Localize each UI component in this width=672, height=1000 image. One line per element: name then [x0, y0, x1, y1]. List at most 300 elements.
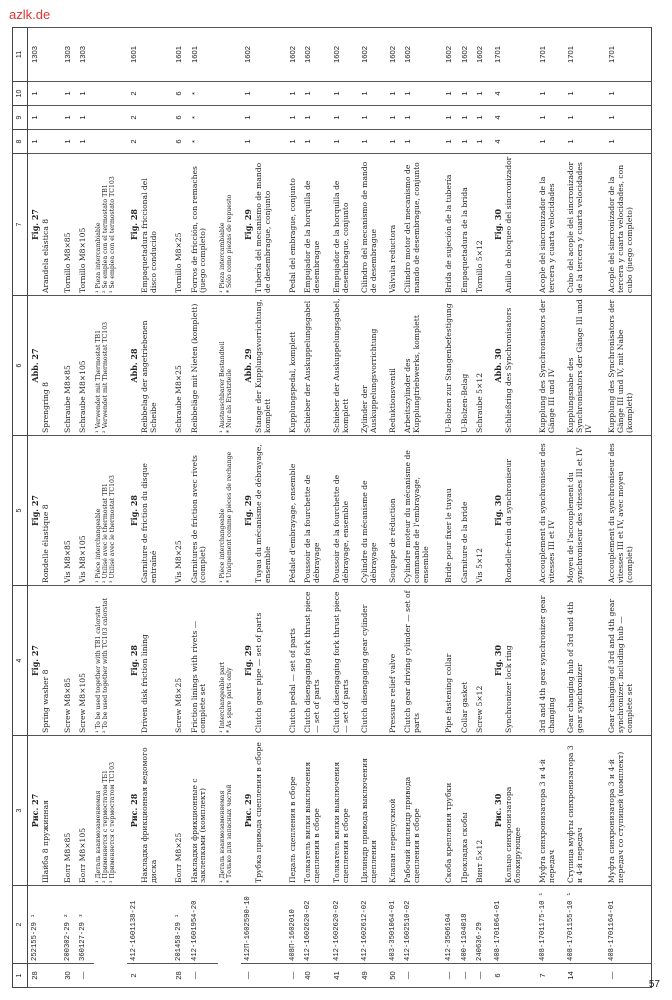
cell-text: Pipe fastening collar — [444, 653, 454, 733]
cell-text: Муфта синхронизатора 3 и 4-й передач — [537, 759, 556, 883]
cell-text: Zylinder der Auskuppelungsvorrichtung — [359, 328, 378, 433]
cell-text: Педаль сцепления в сборе — [287, 776, 297, 883]
table-cell — [288, 736, 304, 886]
table-cell — [332, 736, 360, 886]
table-cell — [127, 130, 174, 154]
cell-text: 6 — [174, 91, 184, 96]
cell-text: Schraube 5×12 — [475, 372, 485, 433]
cell-text: 252155-29 ¹ — [31, 913, 39, 961]
table-cell — [174, 154, 190, 296]
cell-text: Bride pour fixer le tuyau — [444, 488, 454, 583]
cell-text: Garniture de friction du disque entraîné — [140, 463, 159, 583]
footnote-cell — [94, 296, 127, 436]
table-cell — [190, 736, 218, 886]
table-cell — [460, 736, 476, 886]
cell-text: Schieber der Auskuppelungsgabel — [303, 300, 313, 433]
table-cell — [566, 106, 607, 130]
footnote-cell — [94, 154, 127, 296]
cell-text: 1 — [62, 139, 72, 144]
cell-text: Cubo del acople del sincronizador de la tercera y cuarta velocidades — [566, 161, 585, 293]
cell-text: Pressure relief valve — [387, 653, 397, 733]
table-cell — [127, 736, 174, 886]
cell-text: 1 — [78, 115, 88, 120]
column-header: 3 — [13, 736, 28, 886]
cell-text: Screw M8×105 — [78, 673, 88, 733]
cell-text: 1602 — [303, 46, 313, 63]
table-cell — [403, 736, 444, 886]
cell-text: — — [403, 971, 413, 980]
cell-text: 1 — [303, 91, 313, 96]
table-cell — [28, 28, 63, 82]
cell-text: Tornillo M8×25 — [174, 232, 184, 293]
cell-text: Gear changing of 3rd and 4th gear synchronizer, including hub — complete set — [606, 598, 634, 733]
cell-text: Скоба крепления трубки — [444, 782, 454, 883]
table-cell — [303, 296, 331, 436]
cell-text: — — [287, 971, 297, 980]
cell-text: Friction linings with rivets — complete set — [189, 620, 208, 733]
column-header: 2 — [13, 886, 28, 964]
table-cell — [303, 736, 331, 886]
table-cell — [566, 154, 607, 296]
cell-text: 1701 — [606, 46, 616, 63]
cell-text: 1 — [459, 91, 469, 96]
cell-text: Болт М8×85 — [62, 832, 72, 883]
cell-text: Forros de fricción, con remaches (juego completo) — [189, 166, 208, 293]
cell-text: Tornillo M8×85 — [62, 232, 72, 293]
table-cell — [444, 586, 460, 736]
cell-text: 412-1601954-20 — [190, 900, 199, 961]
cell-text: Толкатель вилки выключения сцепления в сборе — [303, 761, 322, 883]
cell-text: 1 — [62, 91, 72, 96]
table-cell — [491, 130, 538, 154]
cell-text: U-Bolzen-Belag — [459, 373, 469, 433]
cell-text: 7 — [537, 973, 547, 978]
footnote: ¹ Verwendet mit Thermostat TB1 — [94, 329, 102, 433]
table-cell — [607, 886, 648, 964]
cell-text: 1303 — [30, 46, 39, 63]
cell-text: — — [475, 971, 485, 980]
cell-text: Arbeitszylinder des Kupplungtriebwerks, komplett — [403, 315, 422, 433]
footnote-row — [94, 28, 127, 988]
cell-text: 1 — [475, 91, 485, 96]
column-header: 1 — [13, 964, 28, 988]
cell-text: Kupplung des Synchronisators der Gänge III und IV — [537, 299, 556, 433]
table-cell — [28, 82, 63, 106]
filler-cell — [648, 154, 652, 296]
column-header-row — [13, 28, 28, 988]
cell-text: Stange der Kupplungsvorrichtung, komplett — [254, 299, 273, 433]
footnote: ³ Применяется с термостатом ТС103 — [108, 761, 116, 883]
table-cell — [444, 106, 460, 130]
table-cell — [566, 130, 607, 154]
cell-text: 1601 — [174, 46, 184, 63]
table-cell — [190, 886, 218, 964]
cell-text: 1 — [403, 139, 413, 144]
table-cell — [607, 436, 648, 586]
cell-text: Clutch gear driving cylinder — set of parts — [403, 590, 422, 733]
table-cell — [460, 436, 476, 586]
table-cell — [360, 82, 388, 106]
filler-cell — [648, 886, 652, 964]
table-cell — [63, 586, 79, 736]
table-cell — [491, 586, 538, 736]
table-cell — [360, 964, 388, 988]
table-cell — [288, 28, 304, 82]
cell-text: Gear changing hub of 3rd and 4th gear synchronizer — [566, 601, 585, 733]
table-cell — [241, 586, 288, 736]
table-cell — [388, 436, 404, 586]
footnote-spacer — [94, 106, 127, 130]
table-cell — [28, 736, 63, 886]
figure-heading: Рис. 28 — [128, 793, 139, 828]
column-header: 11 — [13, 28, 28, 82]
table-cell — [607, 106, 648, 130]
table-cell — [403, 436, 444, 586]
table-cell — [460, 154, 476, 296]
table-cell — [607, 964, 648, 988]
footnote: ¹ Pieza intercambiable — [94, 222, 102, 293]
table-cell — [444, 130, 460, 154]
table-cell — [63, 154, 79, 296]
table-cell — [491, 82, 538, 106]
table-cell — [63, 82, 79, 106]
table-cell — [538, 964, 566, 988]
table-cell — [566, 886, 607, 964]
cell-text: 400-1104018 — [460, 913, 469, 961]
table-cell — [303, 130, 331, 154]
cell-text: 412-1602620-02 — [332, 900, 341, 961]
cell-text: Reduktionsventil — [387, 368, 397, 433]
footnote-cell — [218, 436, 241, 586]
cell-text: 1602 — [444, 46, 454, 63]
table-cell — [78, 586, 94, 736]
cell-text: 1 — [459, 115, 469, 120]
figure-heading: Рис. 30 — [492, 793, 503, 828]
table-cell — [444, 82, 460, 106]
table-cell — [241, 154, 288, 296]
table-cell — [475, 130, 491, 154]
cell-text: 1602 — [331, 46, 341, 63]
cell-text: Driven disk friction lining — [140, 634, 150, 733]
table-cell — [444, 296, 460, 436]
table-row — [288, 28, 304, 988]
table-cell — [174, 736, 190, 886]
footnote: ² Применяется с термостатом ТБ1 — [101, 770, 109, 883]
figure-heading: Fig. 28 — [128, 645, 139, 677]
table-cell — [566, 436, 607, 586]
figure-heading: Fig. 29 — [242, 209, 253, 241]
cell-text: 412П-1602590-10 — [243, 896, 252, 961]
cell-text: — — [606, 971, 616, 980]
table-cell — [127, 296, 174, 436]
table-cell — [174, 964, 190, 988]
table-cell — [475, 736, 491, 886]
filler-cell — [648, 586, 652, 736]
cell-text: 6 — [174, 115, 184, 120]
cell-text: — — [78, 971, 88, 980]
cell-text: 1 — [606, 91, 616, 96]
table-cell — [332, 82, 360, 106]
table-cell — [332, 586, 360, 736]
table-cell — [63, 886, 79, 964]
footnote-cell — [218, 586, 241, 736]
figure-heading: Рис. 29 — [242, 793, 253, 828]
footnote: * Uniquement comme pièces de rechange — [225, 451, 233, 583]
footnote-spacer — [94, 28, 127, 82]
cell-text: 1 — [606, 139, 616, 144]
figure-heading: Fig. 29 — [242, 645, 253, 677]
table-cell — [78, 130, 94, 154]
footnote: * Sólo como piezas de repuesto — [225, 194, 233, 293]
cell-text: 49 — [359, 971, 369, 980]
table-cell — [607, 82, 648, 106]
table-cell — [127, 436, 174, 586]
footnote: ¹ Деталь взаимозаменяемая — [94, 790, 102, 883]
cell-text: Válvula reductora — [387, 224, 397, 293]
table-cell — [403, 154, 444, 296]
cell-text: Empujador de la horquilla de desembrague, conjunto — [331, 180, 350, 293]
table-cell — [491, 736, 538, 886]
cell-text: Brida de sujeción de la tubería — [444, 174, 454, 293]
table-row — [332, 28, 360, 988]
cell-text: Synchronizer lock ring — [504, 645, 514, 733]
cell-text: Винт 5×12 — [475, 839, 485, 883]
cell-text: 1602 — [459, 46, 469, 63]
cell-text: — — [242, 971, 252, 980]
table-cell — [360, 28, 388, 82]
cell-text: 1 — [359, 91, 369, 96]
table-cell — [127, 964, 174, 988]
table-cell — [444, 436, 460, 586]
table-cell — [566, 736, 607, 886]
table-cell — [78, 296, 94, 436]
cell-text: 1 — [30, 139, 39, 144]
column-header: 4 — [13, 586, 28, 736]
table-cell — [360, 296, 388, 436]
table-row — [403, 28, 444, 988]
table-cell — [607, 296, 648, 436]
table-cell — [360, 736, 388, 886]
footnote-spacer — [218, 130, 241, 154]
table-cell — [190, 28, 218, 82]
table-cell — [127, 82, 174, 106]
table-cell — [63, 28, 79, 82]
table-cell — [460, 130, 476, 154]
table-cell — [538, 130, 566, 154]
column-header: 5 — [13, 436, 28, 586]
table-cell — [607, 586, 648, 736]
cell-text: 412-1601138-21 — [129, 900, 138, 961]
cell-text: 1 — [566, 115, 576, 120]
column-header: 10 — [13, 82, 28, 106]
cell-text: 14 — [566, 971, 576, 980]
table-cell — [190, 130, 218, 154]
cell-text: 1 — [287, 91, 297, 96]
table-cell — [288, 154, 304, 296]
table-cell — [491, 28, 538, 82]
cell-text: 6 — [174, 139, 184, 144]
cell-text: Цилиндр привода выключения сцепления — [359, 758, 378, 883]
table-cell — [63, 106, 79, 130]
cell-text: Трубка привода сцепления в сборе — [254, 742, 264, 883]
table-cell — [444, 736, 460, 886]
table-cell — [607, 130, 648, 154]
cell-text: Acople del sincronizador de la tercera y cuarta velocidades — [537, 176, 556, 293]
table-cell — [241, 736, 288, 886]
cell-text: 1 — [359, 139, 369, 144]
figure-heading: Fig. 30 — [492, 209, 503, 241]
table-row — [444, 28, 460, 988]
table-cell — [241, 106, 288, 130]
cell-text: Empaquetadura friccional del disco conducido — [140, 178, 159, 293]
table-cell — [241, 436, 288, 586]
table-cell — [78, 106, 94, 130]
figure-heading: Fig. 27 — [30, 645, 40, 677]
table-row — [241, 28, 288, 988]
table-cell — [538, 28, 566, 82]
cell-text: 1 — [287, 139, 297, 144]
cell-text: Накладка фрикционная ведомого диска — [140, 747, 159, 883]
footnote-spacer — [218, 82, 241, 106]
table-cell — [566, 82, 607, 106]
cell-text: Клапан перепускной — [387, 798, 397, 883]
figure-heading: Fig. 30 — [492, 645, 503, 677]
cell-text: 1 — [287, 115, 297, 120]
cell-text: * — [189, 140, 199, 143]
cell-text: Poussoir de la fourchette de débrayage, ensemble — [331, 474, 350, 583]
table-cell — [174, 436, 190, 586]
table-cell — [288, 106, 304, 130]
table-row — [127, 28, 174, 988]
table-cell — [190, 964, 218, 988]
table-cell — [538, 436, 566, 586]
footnote: ² Utilisé avec le thermostat TB1 — [101, 483, 109, 583]
cell-text: 1 — [303, 115, 313, 120]
cell-text: 2 — [128, 139, 138, 144]
cell-text: 1602 — [403, 46, 413, 63]
cell-text: Шайба 8 пружинная — [41, 800, 51, 883]
footnote-cell — [218, 296, 241, 436]
table-cell — [303, 106, 331, 130]
table-cell — [127, 154, 174, 296]
table-cell — [460, 28, 476, 82]
table-cell — [460, 82, 476, 106]
table-cell — [127, 886, 174, 964]
cell-text: 1 — [537, 91, 547, 96]
table-cell — [475, 964, 491, 988]
table-cell — [190, 82, 218, 106]
cell-text: Moyeu de l'accouplement du synchroniseur des vitesses III et IV — [566, 447, 585, 583]
cell-text: Empujador de la horquilla de desembrague — [303, 180, 322, 293]
table-cell — [403, 106, 444, 130]
table-cell — [28, 886, 63, 964]
cell-text: Муфта синхронизатора 3 и 4-й передач со ступицей (комплект) — [606, 751, 625, 883]
cell-text: Soupape de réduction — [387, 498, 397, 583]
table-cell — [78, 436, 94, 586]
table-cell — [388, 886, 404, 964]
table-row — [607, 28, 648, 988]
cell-text: Tuyau du mécanisme de débrayage, ensemble — [254, 444, 273, 583]
table-cell — [332, 154, 360, 296]
cell-text: Cylindre moteur du mécanisme de commande de l'embrayage, ensemble — [403, 450, 431, 583]
footnote-spacer — [94, 886, 127, 988]
filler-cell — [648, 106, 652, 130]
figure-heading: Abb. 28 — [128, 348, 139, 383]
cell-text: Vis M8×25 — [174, 540, 184, 583]
table-cell — [288, 886, 304, 964]
cell-text: Accouplement du synchroniseur des vitesses III et IV — [537, 443, 556, 583]
table-cell — [475, 154, 491, 296]
cell-text: 1601 — [189, 46, 199, 63]
cell-text: 1701 — [492, 46, 502, 63]
table-cell — [403, 586, 444, 736]
cell-text: 1 — [331, 91, 341, 96]
cell-text: 408-1701064-01 — [493, 900, 502, 961]
cell-text: Screw 5×12 — [475, 685, 485, 733]
table-cell — [174, 82, 190, 106]
cell-text: 1602 — [242, 46, 252, 63]
table-cell — [388, 28, 404, 82]
table-cell — [475, 82, 491, 106]
table-row — [460, 28, 476, 988]
table-cell — [174, 886, 190, 964]
cell-text: 1 — [606, 115, 616, 120]
cell-text: 412-1602620-02 — [304, 900, 313, 961]
table-cell — [388, 82, 404, 106]
table-row — [475, 28, 491, 988]
cell-text: 1602 — [475, 46, 485, 63]
cell-text: Tornillo M8×105 — [78, 227, 88, 293]
cell-text: 1 — [359, 115, 369, 120]
table-cell — [190, 154, 218, 296]
table-cell — [288, 436, 304, 586]
cell-text: — — [459, 971, 469, 980]
filler-cell — [648, 436, 652, 586]
cell-text: 412-1602510-02 — [404, 900, 413, 961]
table-cell — [190, 586, 218, 736]
table-cell — [607, 154, 648, 296]
table-row — [28, 28, 63, 988]
table-row — [388, 28, 404, 988]
table-cell — [332, 964, 360, 988]
table-cell — [241, 130, 288, 154]
column-header: 8 — [13, 130, 28, 154]
cell-text: Rondelle-frein du synchroniseur — [504, 459, 514, 583]
table-cell — [403, 964, 444, 988]
table-cell — [332, 130, 360, 154]
cell-text: — — [189, 971, 199, 980]
cell-text: 1 — [403, 91, 413, 96]
table-cell — [538, 154, 566, 296]
cell-text: 1 — [444, 115, 454, 120]
cell-text: Clutch pedal — set of parts — [287, 628, 297, 733]
table-cell — [28, 106, 63, 130]
cell-text: 1602 — [359, 46, 369, 63]
table-cell — [475, 586, 491, 736]
cell-text: Garniture de la bride — [459, 501, 469, 583]
cell-text: * — [189, 92, 199, 95]
table-cell — [388, 106, 404, 130]
table-cell — [190, 106, 218, 130]
cell-text: 28 — [30, 971, 39, 980]
table-cell — [566, 28, 607, 82]
table-cell — [360, 130, 388, 154]
parts-catalog-table — [12, 27, 652, 988]
cell-text: 1 — [444, 91, 454, 96]
table-row — [491, 28, 538, 988]
table-cell — [241, 82, 288, 106]
table-cell — [63, 296, 79, 436]
